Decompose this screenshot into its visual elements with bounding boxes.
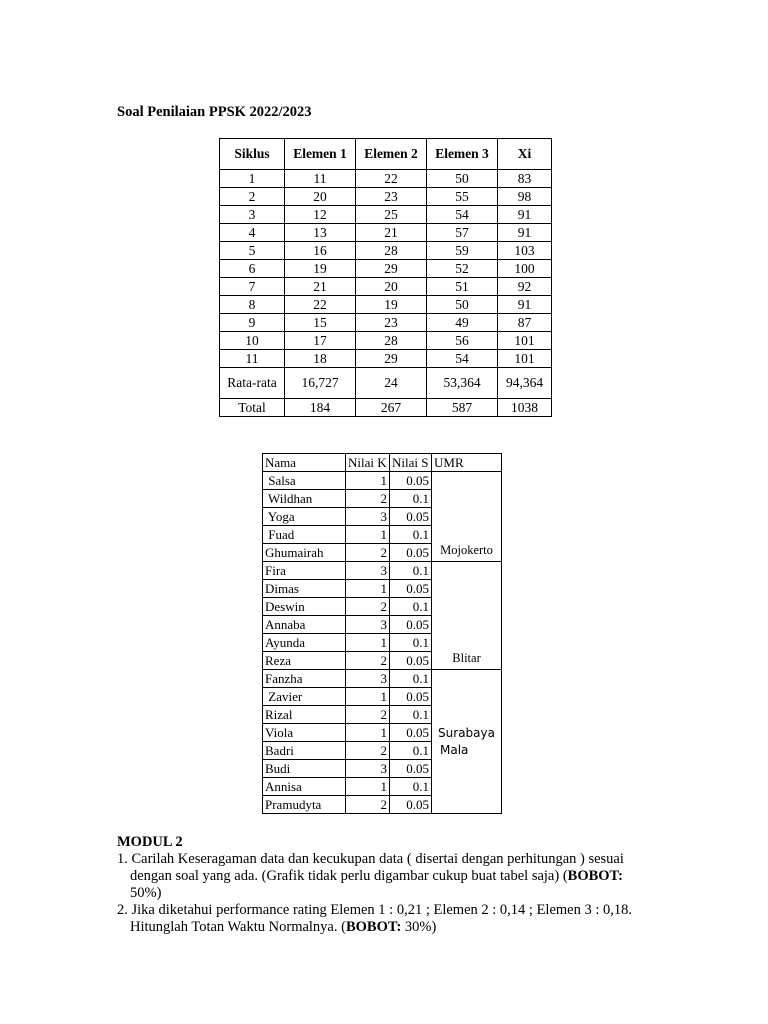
- nilai-k-cell: 2: [346, 598, 390, 616]
- table-cell: 59: [427, 242, 498, 260]
- nilai-k-cell: 2: [346, 544, 390, 562]
- nilai-s-cell: 0.1: [390, 490, 432, 508]
- table-cell: 51: [427, 278, 498, 296]
- table-cell: 28: [356, 242, 427, 260]
- table-cell: 100: [498, 260, 552, 278]
- name-cell: Yoga: [263, 508, 346, 526]
- nilai-s-cell: 0.05: [390, 580, 432, 598]
- nilai-k-cell: 3: [346, 508, 390, 526]
- table-cell: 91: [498, 206, 552, 224]
- table-cell: 91: [498, 296, 552, 314]
- table-cell: 92: [498, 278, 552, 296]
- table-cell: 56: [427, 332, 498, 350]
- nilai-k-cell: 3: [346, 616, 390, 634]
- nilai-s-cell: 0.05: [390, 796, 432, 814]
- table-cell: 91: [498, 224, 552, 242]
- table-cell: 2: [220, 188, 285, 206]
- name-cell: Salsa: [263, 472, 346, 490]
- table-cell: 7: [220, 278, 285, 296]
- nilai-k-cell: 1: [346, 580, 390, 598]
- table-cell: 5: [220, 242, 285, 260]
- header-elemen-2: Elemen 2: [356, 139, 427, 170]
- name-cell: Annaba: [263, 616, 346, 634]
- nilai-k-cell: 2: [346, 742, 390, 760]
- table-row: [263, 562, 502, 580]
- name-cell: Fanzha: [263, 670, 346, 688]
- table-row: [220, 260, 552, 278]
- table-cell: 57: [427, 224, 498, 242]
- question-2-text: 2. Jika diketahui performance rating Elemen 1 : 0,21 ; Elemen 2 : 0,14 ; Elemen 3 : 0,18. Hitunglah Totan Waktu Normalnya. (: [117, 902, 633, 935]
- header-nilai-k: Nilai K: [346, 454, 390, 472]
- umr-cell: [432, 562, 502, 670]
- nilai-s-cell: 0.05: [390, 652, 432, 670]
- nilai-s-cell: 0.1: [390, 778, 432, 796]
- name-cell: Badri: [263, 742, 346, 760]
- table-row: [263, 670, 502, 688]
- table-cell: 4: [220, 224, 285, 242]
- name-cell: Pramudyta: [263, 796, 346, 814]
- table-cell: 53,364: [427, 368, 498, 399]
- table-cell: 6: [220, 260, 285, 278]
- table-cell: 29: [356, 260, 427, 278]
- umr-label: Mojokerto: [440, 543, 493, 557]
- table-header-row: [263, 454, 502, 472]
- nilai-k-cell: 1: [346, 472, 390, 490]
- name-cell: Reza: [263, 652, 346, 670]
- question-2-bobot-label: BOBOT:: [345, 919, 402, 935]
- nilai-s-cell: 0.05: [390, 688, 432, 706]
- table-row: [220, 188, 552, 206]
- name-cell: Wildhan: [263, 490, 346, 508]
- nilai-s-cell: 0.1: [390, 634, 432, 652]
- total-row: [220, 399, 552, 417]
- table-row: [220, 278, 552, 296]
- table-row: [220, 332, 552, 350]
- table-cell: 23: [356, 314, 427, 332]
- table-cell: 3: [220, 206, 285, 224]
- table-header-row: [220, 139, 552, 170]
- table-row: [220, 296, 552, 314]
- table-cell: 184: [285, 399, 356, 417]
- umr-cell: [432, 472, 502, 562]
- nilai-s-cell: 0.1: [390, 742, 432, 760]
- question-1-text: 1. Carilah Keseragaman data dan kecukupan data ( disertai dengan perhitungan ) sesuai dengan soal yang ada. (Grafik tidak perlu digambar cukup buat tabel saja) (: [117, 851, 624, 884]
- umr-label: Surabaya: [438, 725, 495, 740]
- question-1-bobot-value: 50%): [130, 885, 162, 901]
- nilai-s-cell: 0.05: [390, 472, 432, 490]
- table-cell: 10: [220, 332, 285, 350]
- header-nama: Nama: [263, 454, 346, 472]
- table-cell: 19: [285, 260, 356, 278]
- table-cell: 22: [356, 170, 427, 188]
- table-cell: 21: [356, 224, 427, 242]
- nilai-k-cell: 2: [346, 706, 390, 724]
- nilai-k-cell: 3: [346, 562, 390, 580]
- nilai-s-cell: 0.1: [390, 562, 432, 580]
- table-cell: 19: [356, 296, 427, 314]
- header-elemen-3: Elemen 3: [427, 139, 498, 170]
- nilai-s-cell: 0.05: [390, 508, 432, 526]
- umr-cell: [432, 670, 502, 814]
- table-cell: 55: [427, 188, 498, 206]
- table-cell: 101: [498, 332, 552, 350]
- nilai-k-cell: 3: [346, 670, 390, 688]
- table-cell: 16,727: [285, 368, 356, 399]
- table-cell: 17: [285, 332, 356, 350]
- table-cell: 22: [285, 296, 356, 314]
- table-row: [220, 314, 552, 332]
- header-siklus: Siklus: [220, 139, 285, 170]
- table-cell: 29: [356, 350, 427, 368]
- table-cell: 103: [498, 242, 552, 260]
- nilai-k-cell: 1: [346, 634, 390, 652]
- table-cell: 16: [285, 242, 356, 260]
- name-cell: Deswin: [263, 598, 346, 616]
- table-cell: 94,364: [498, 368, 552, 399]
- name-cell: Fuad: [263, 526, 346, 544]
- header-elemen-1: Elemen 1: [285, 139, 356, 170]
- nilai-s-cell: 0.1: [390, 526, 432, 544]
- table-cell: 587: [427, 399, 498, 417]
- table-cell: 98: [498, 188, 552, 206]
- employee-table: [262, 453, 502, 814]
- table-row: [220, 350, 552, 368]
- umr-label: Mala: [440, 742, 469, 757]
- nilai-k-cell: 1: [346, 526, 390, 544]
- nilai-s-cell: 0.05: [390, 616, 432, 634]
- document-title: Soal Penilaian PPSK 2022/2023: [117, 104, 312, 120]
- table-row: [263, 472, 502, 490]
- table-cell: 20: [285, 188, 356, 206]
- header-umr: UMR: [432, 454, 502, 472]
- nilai-s-cell: 0.05: [390, 544, 432, 562]
- name-cell: Fira: [263, 562, 346, 580]
- table-cell: 12: [285, 206, 356, 224]
- nilai-s-cell: 0.1: [390, 598, 432, 616]
- question-2: [117, 902, 657, 936]
- question-1: [117, 851, 657, 902]
- table-cell: Rata-rata: [220, 368, 285, 399]
- nilai-s-cell: 0.05: [390, 724, 432, 742]
- table-cell: 24: [356, 368, 427, 399]
- table-row: [220, 170, 552, 188]
- name-cell: Annisa: [263, 778, 346, 796]
- header-xi: Xi: [498, 139, 552, 170]
- question-2-bobot-value: 30%): [401, 919, 437, 935]
- nilai-k-cell: 1: [346, 778, 390, 796]
- table-cell: 1038: [498, 399, 552, 417]
- nilai-s-cell: 0.1: [390, 706, 432, 724]
- table-cell: 52: [427, 260, 498, 278]
- table-cell: 54: [427, 206, 498, 224]
- table-cell: 28: [356, 332, 427, 350]
- table-cell: 8: [220, 296, 285, 314]
- table-cell: 21: [285, 278, 356, 296]
- table-cell: 9: [220, 314, 285, 332]
- table-cell: 15: [285, 314, 356, 332]
- name-cell: Budi: [263, 760, 346, 778]
- modul-section: [117, 834, 657, 936]
- nilai-k-cell: 2: [346, 652, 390, 670]
- nilai-s-cell: 0.1: [390, 670, 432, 688]
- table-cell: 1: [220, 170, 285, 188]
- table-cell: 13: [285, 224, 356, 242]
- table-cell: 18: [285, 350, 356, 368]
- nilai-k-cell: 3: [346, 760, 390, 778]
- cycle-time-table: [219, 138, 552, 417]
- average-row: [220, 368, 552, 399]
- table-cell: Total: [220, 399, 285, 417]
- table-row: [220, 224, 552, 242]
- table-cell: 87: [498, 314, 552, 332]
- nilai-k-cell: 1: [346, 724, 390, 742]
- name-cell: Zavier: [263, 688, 346, 706]
- header-nilai-s: Nilai S: [390, 454, 432, 472]
- name-cell: Dimas: [263, 580, 346, 598]
- table-cell: 83: [498, 170, 552, 188]
- name-cell: Viola: [263, 724, 346, 742]
- table-cell: 25: [356, 206, 427, 224]
- nilai-k-cell: 1: [346, 688, 390, 706]
- name-cell: Ayunda: [263, 634, 346, 652]
- nilai-k-cell: 2: [346, 796, 390, 814]
- modul-heading: MODUL 2: [117, 834, 183, 850]
- table-cell: 11: [285, 170, 356, 188]
- umr-label: Blitar: [452, 651, 481, 665]
- table-row: [220, 206, 552, 224]
- table-cell: 54: [427, 350, 498, 368]
- name-cell: Ghumairah: [263, 544, 346, 562]
- table-cell: 50: [427, 170, 498, 188]
- table-cell: 50: [427, 296, 498, 314]
- table-cell: 11: [220, 350, 285, 368]
- table-cell: 267: [356, 399, 427, 417]
- table-row: [220, 242, 552, 260]
- nilai-k-cell: 2: [346, 490, 390, 508]
- name-cell: Rizal: [263, 706, 346, 724]
- nilai-s-cell: 0.05: [390, 760, 432, 778]
- question-1-bobot-label: BOBOT:: [567, 868, 623, 884]
- table-cell: 101: [498, 350, 552, 368]
- table-cell: 49: [427, 314, 498, 332]
- table-cell: 23: [356, 188, 427, 206]
- table-cell: 20: [356, 278, 427, 296]
